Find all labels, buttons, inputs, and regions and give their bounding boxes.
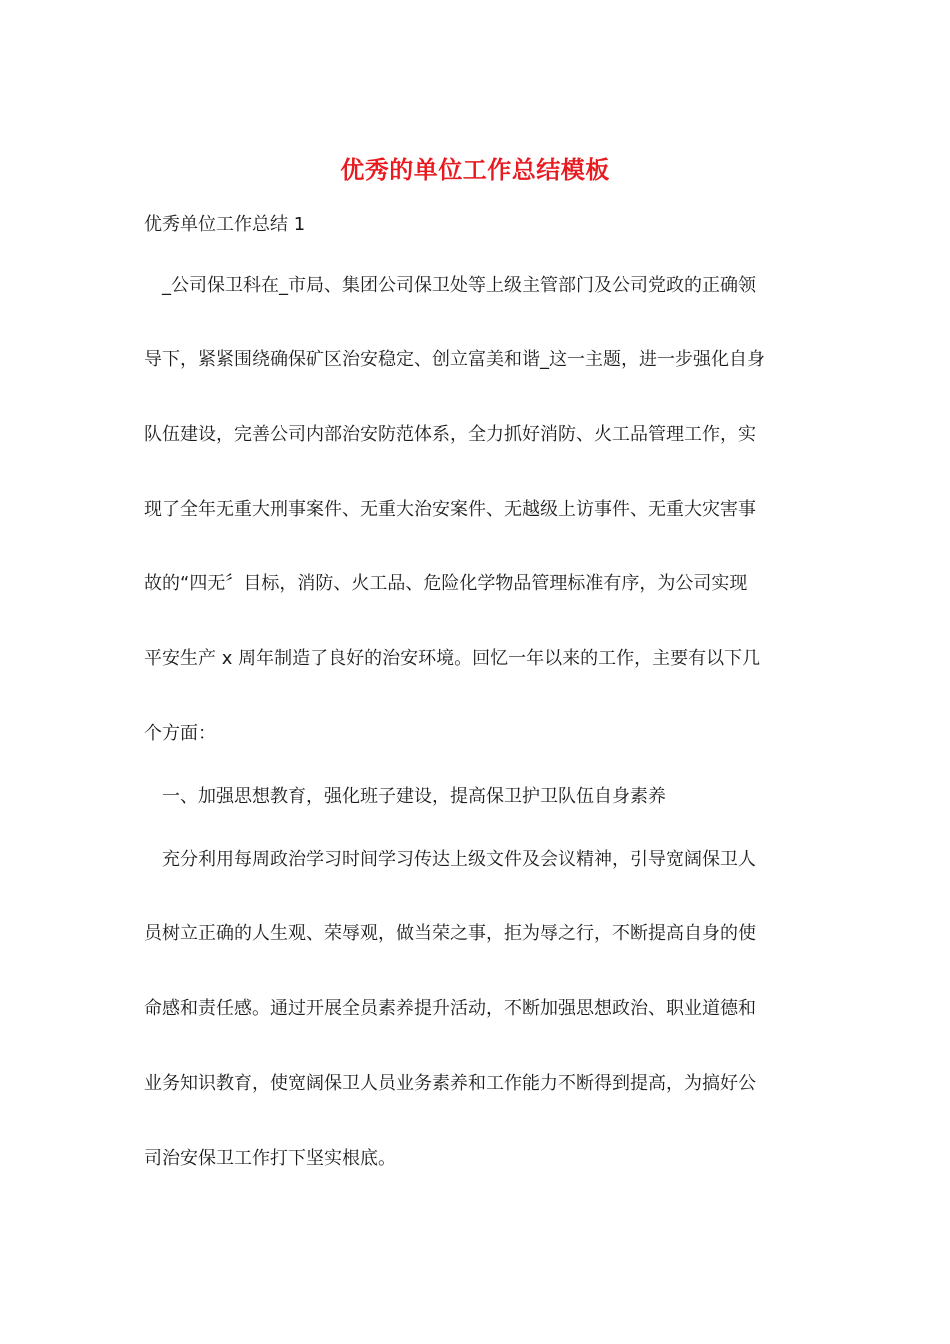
paragraph-1-line-2: 导下，紧紧围绕确保矿区治安稳定、创立富美和谐_这一主题，进一步强化自身	[144, 349, 765, 370]
paragraph-1-line-6: 平安生产 x 周年制造了良好的治安环境。回忆一年以来的工作，主要有以下几	[144, 648, 761, 669]
paragraph-1-line-1: _公司保卫科在_市局、集团公司保卫处等上级主管部门及公司党政的正确领	[162, 275, 756, 296]
section-subtitle: 优秀单位工作总结 1	[144, 214, 306, 235]
paragraph-2-line-2: 员树立正确的人生观、荣辱观，做当荣之事，拒为辱之行，不断提高自身的使	[144, 923, 756, 944]
paragraph-2-line-4: 业务知识教育，使宽阔保卫人员业务素养和工作能力不断得到提高，为搞好公	[144, 1073, 756, 1094]
paragraph-2-line-3: 命感和责任感。通过开展全员素养提升活动，不断加强思想政治、职业道德和	[144, 998, 756, 1019]
paragraph-1-line-7: 个方面：	[144, 723, 216, 744]
paragraph-1-line-5: 故的“四无〞目标，消防、火工品、危险化学物品管理标准有序，为公司实现	[144, 573, 748, 594]
paragraph-1-line-4: 现了全年无重大刑事案件、无重大治安案件、无越级上访事件、无重大灾害事	[144, 499, 756, 520]
section-1-heading: 一、加强思想教育，强化班子建设，提高保卫护卫队伍自身素养	[162, 786, 666, 807]
paragraph-2-line-5: 司治安保卫工作打下坚实根底。	[144, 1148, 396, 1169]
paragraph-2-line-1: 充分利用每周政治学习时间学习传达上级文件及会议精神，引导宽阔保卫人	[162, 849, 756, 870]
paragraph-1-line-3: 队伍建设，完善公司内部治安防范体系，全力抓好消防、火工品管理工作，实	[144, 424, 756, 445]
document-title: 优秀的单位工作总结模板	[340, 156, 610, 184]
